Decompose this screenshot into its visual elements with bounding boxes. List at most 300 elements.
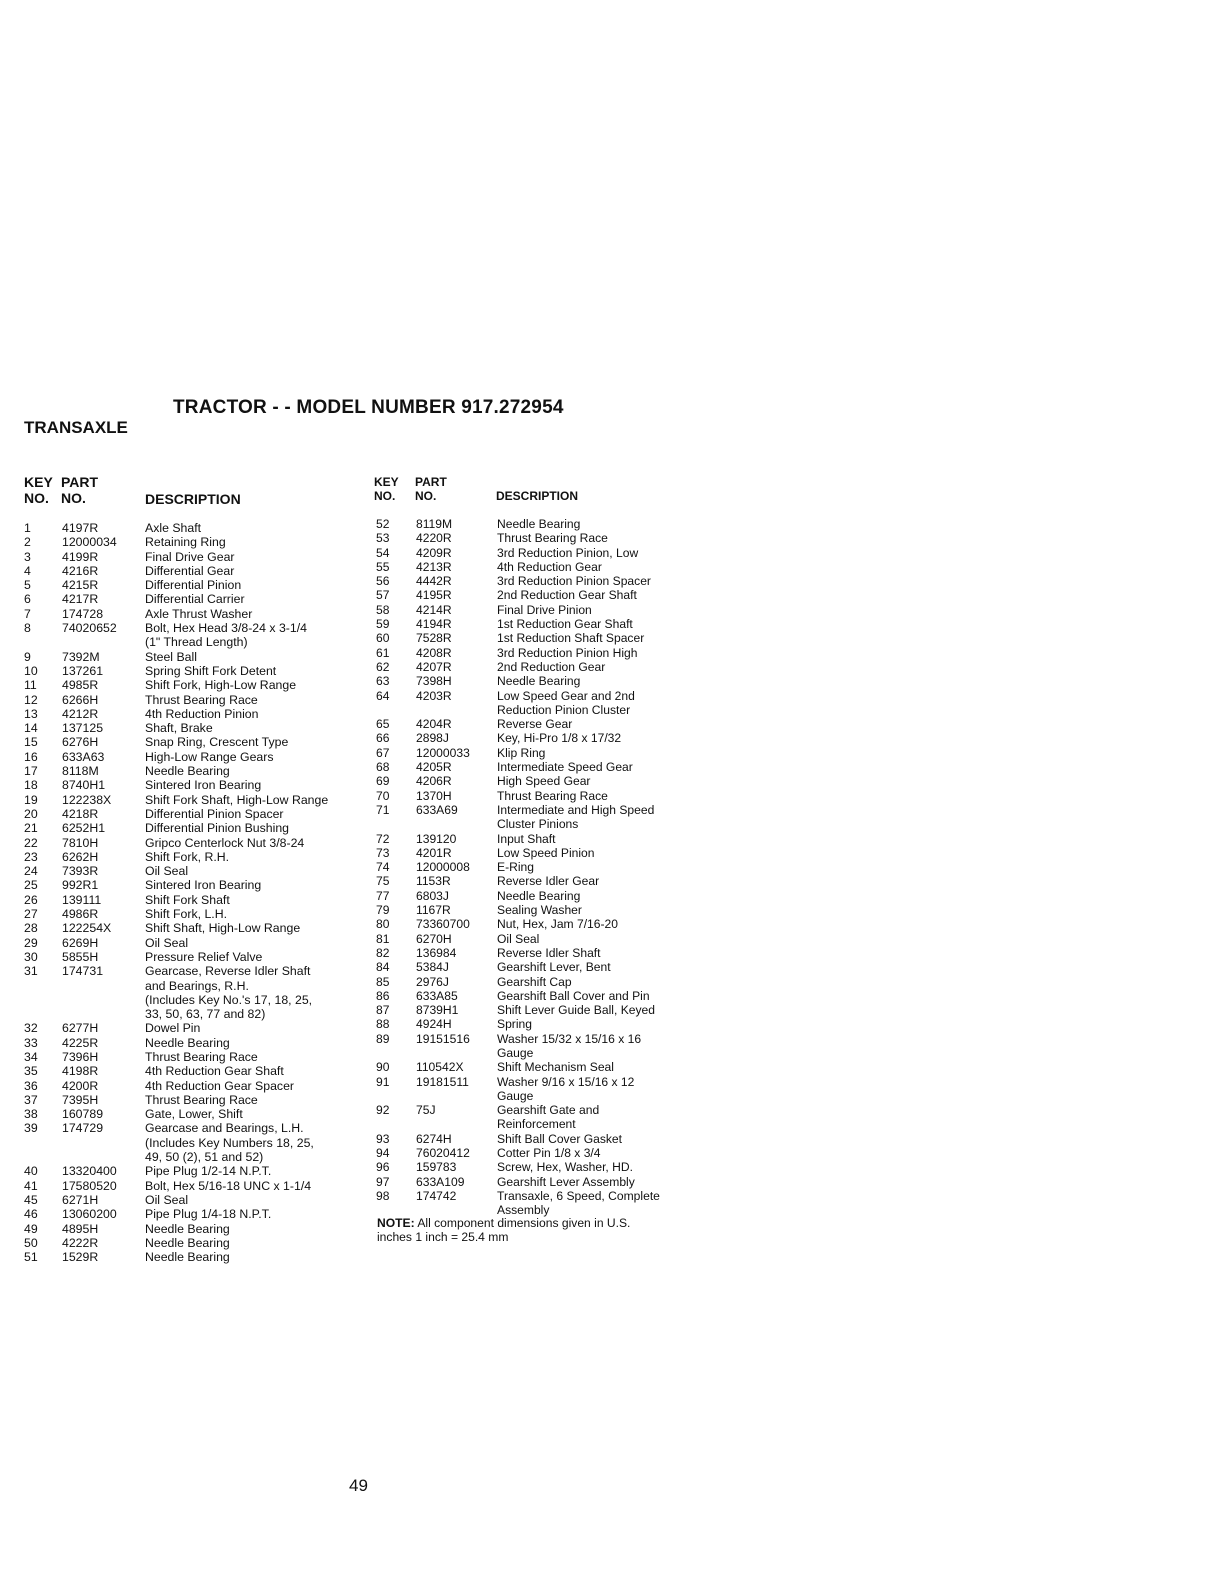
key-no-cell: 4: [24, 563, 31, 578]
key-no-cell: 18: [24, 778, 38, 793]
description-cell: (Includes Key Numbers 18, 25,: [145, 1135, 314, 1150]
part-no-cell: 4213R: [416, 559, 452, 574]
part-no-cell: 4204R: [416, 717, 452, 732]
table-row: [0, 889, 700, 903]
key-no-cell: 94: [376, 1146, 390, 1161]
key-no-cell: 12: [24, 692, 38, 707]
description-cell: Needle Bearing: [145, 1035, 230, 1050]
part-no-cell: 6266H: [62, 692, 99, 707]
description-cell: Cluster Pinions: [497, 817, 579, 832]
part-no-cell: 12000008: [416, 860, 470, 875]
description-cell: Pipe Plug 1/2-14 N.P.T.: [145, 1164, 272, 1179]
description-cell: Gearcase and Bearings, L.H.: [145, 1121, 304, 1136]
table-row: [0, 1017, 700, 1031]
key-no-cell: 20: [24, 806, 38, 821]
table-row: [0, 917, 700, 931]
key-no-cell: 57: [376, 588, 390, 603]
part-no-cell: 6269H: [62, 935, 99, 950]
description-cell: Low Speed Pinion: [497, 845, 595, 860]
part-no-cell: 4924H: [416, 1017, 452, 1032]
key-no-header-line2: NO.: [374, 489, 396, 503]
key-no-cell: 98: [376, 1188, 390, 1203]
description-cell: Gate, Lower, Shift: [145, 1107, 243, 1122]
table-row: [0, 1089, 700, 1103]
part-no-cell: 2976J: [416, 974, 449, 989]
description-cell: Gearcase, Reverse Idler Shaft: [145, 964, 311, 979]
key-no-cell: 27: [24, 907, 38, 922]
description-cell: Intermediate and High Speed: [497, 802, 655, 817]
description-cell: 4th Reduction Gear: [497, 559, 602, 574]
description-cell: Differential Pinion Bushing: [145, 821, 290, 836]
key-no-cell: 32: [24, 1021, 38, 1036]
part-no-cell: 174728: [62, 606, 104, 621]
key-no-cell: 60: [376, 631, 390, 646]
description-cell: Shift Fork, L.H.: [145, 907, 228, 922]
key-no-cell: 90: [376, 1060, 390, 1075]
table-row: [0, 1103, 700, 1117]
part-no-cell: 136984: [416, 945, 457, 960]
part-no-cell: 1167R: [416, 903, 451, 918]
table-row: [0, 1222, 360, 1236]
part-no-cell: 1153R: [416, 874, 451, 889]
table-row: [0, 803, 700, 817]
part-no-cell: 159783: [416, 1160, 457, 1175]
part-no-cell: 633A85: [416, 988, 458, 1003]
description-cell: Needle Bearing: [497, 517, 581, 531]
table-row: [0, 1175, 700, 1189]
part-no-cell: 1370H: [416, 788, 452, 803]
table-row: [0, 874, 700, 888]
description-cell: 3rd Reduction Pinion Spacer: [497, 574, 651, 589]
part-no-cell: 4222R: [62, 1235, 99, 1250]
table-row: [0, 560, 700, 574]
key-no-cell: 50: [24, 1235, 38, 1250]
description-cell: High-Low Range Gears: [145, 749, 274, 764]
key-no-cell: 85: [376, 974, 390, 989]
description-cell: Transaxle, 6 Speed, Complete: [497, 1188, 660, 1203]
description-cell: Thrust Bearing Race: [145, 1092, 258, 1107]
part-no-cell: 12000034: [62, 535, 117, 550]
key-no-cell: 65: [376, 717, 390, 732]
description-cell: Sintered Iron Bearing: [145, 778, 262, 793]
table-row: [0, 1189, 700, 1203]
table-row: [0, 946, 700, 960]
description-cell: Needle Bearing: [497, 674, 581, 689]
key-no-cell: 66: [376, 731, 390, 746]
part-no-cell: 13320400: [62, 1164, 117, 1179]
part-no-cell: 6271H: [62, 1192, 99, 1207]
description-cell: Input Shaft: [497, 831, 556, 846]
part-no-header-line2: NO.: [415, 489, 437, 503]
part-no-cell: 19181511: [416, 1074, 469, 1089]
key-no-header-line2: NO.: [24, 490, 49, 506]
description-cell: Needle Bearing: [145, 1250, 230, 1265]
description-cell: Reduction Pinion Cluster: [497, 702, 631, 717]
key-no-cell: 25: [24, 878, 38, 893]
part-no-cell: 4207R: [416, 659, 452, 674]
key-no-cell: 82: [376, 945, 390, 960]
part-no-cell: 4985R: [62, 678, 99, 693]
part-no-cell: 633A63: [62, 749, 105, 764]
table-row: [0, 1236, 360, 1250]
part-no-cell: 73360700: [416, 917, 470, 932]
key-no-cell: 52: [376, 517, 390, 531]
key-no-cell: 86: [376, 988, 390, 1003]
description-cell: E-Ring: [497, 860, 534, 875]
description-cell: Gearshift Lever Assembly: [497, 1174, 635, 1189]
part-no-cell: 7395H: [62, 1092, 99, 1107]
part-no-cell: 75J: [416, 1103, 436, 1118]
part-no-cell: 6803J: [416, 888, 449, 903]
description-cell: Assembly: [497, 1203, 550, 1218]
description-cell: Gearshift Gate and: [497, 1103, 600, 1118]
table-row: [0, 789, 700, 803]
part-no-cell: 122254X: [62, 921, 112, 936]
table-row: [0, 1075, 700, 1089]
key-no-cell: 5: [24, 578, 31, 593]
description-cell: Nut, Hex, Jam 7/16-20: [497, 917, 618, 932]
description-cell: Oil Seal: [145, 1192, 189, 1207]
key-no-cell: 79: [376, 903, 390, 918]
key-no-cell: 7: [24, 606, 31, 621]
key-no-cell: 63: [376, 674, 390, 689]
description-cell: Differential Carrier: [145, 592, 245, 607]
key-no-cell: 9: [24, 649, 31, 664]
key-no-cell: 36: [24, 1078, 38, 1093]
description-cell: Snap Ring, Crescent Type: [145, 735, 289, 750]
table-row: [0, 832, 700, 846]
part-no-cell: 6274H: [416, 1131, 452, 1146]
table-row: [0, 846, 700, 860]
description-cell: Shift Lever Guide Ball, Keyed: [497, 1003, 655, 1018]
description-cell: Shaft, Brake: [145, 721, 213, 736]
table-row: [0, 588, 700, 602]
key-no-cell: 51: [24, 1250, 38, 1265]
table-row: [0, 960, 700, 974]
description-cell: and Bearings, R.H.: [145, 978, 249, 993]
key-no-cell: 11: [24, 678, 37, 693]
description-cell: Axle Thrust Washer: [145, 606, 253, 621]
right-rows: [0, 517, 700, 1218]
key-no-cell: 23: [24, 849, 38, 864]
part-no-cell: 4225R: [62, 1035, 99, 1050]
key-no-cell: 81: [376, 931, 390, 946]
table-row: [0, 746, 700, 760]
key-no-cell: 46: [24, 1207, 38, 1222]
part-no-cell: 4218R: [62, 806, 99, 821]
part-no-cell: 5855H: [62, 949, 99, 964]
description-cell: Thrust Bearing Race: [497, 531, 608, 546]
description-cell: Intermediate Speed Gear: [497, 760, 633, 775]
description-cell: Spring Shift Fork Detent: [145, 663, 277, 678]
key-no-cell: 74: [376, 860, 390, 875]
description-cell: Pipe Plug 1/4-18 N.P.T.: [145, 1207, 272, 1222]
part-no-cell: 13060200: [62, 1207, 117, 1222]
part-no-cell: 4205R: [416, 760, 452, 775]
key-no-cell: 70: [376, 788, 390, 803]
part-no-cell: 7810H: [62, 835, 99, 850]
description-cell: 2nd Reduction Gear: [497, 659, 606, 674]
description-cell: Differential Pinion Spacer: [145, 806, 284, 821]
part-no-cell: 4206R: [416, 774, 452, 789]
key-no-cell: 1: [24, 521, 31, 535]
description-cell: Differential Gear: [145, 563, 235, 578]
key-no-cell: 58: [376, 602, 390, 617]
table-row: [0, 617, 700, 631]
part-no-cell: 8118M: [62, 764, 99, 779]
description-cell: Washer 15/32 x 15/16 x 16: [497, 1031, 642, 1046]
key-no-cell: 73: [376, 845, 390, 860]
description-cell: Gearshift Cap: [497, 974, 572, 989]
description-cell: Thrust Bearing Race: [145, 1049, 258, 1064]
key-no-cell: 87: [376, 1003, 390, 1018]
description-cell: 33, 50, 63, 77 and 82): [145, 1007, 266, 1022]
table-row: [0, 531, 700, 545]
part-no-cell: 8739H1: [416, 1003, 459, 1018]
description-cell: Gauge: [497, 1088, 534, 1103]
part-no-cell: 992R1: [62, 878, 99, 893]
key-no-cell: 14: [24, 721, 38, 736]
key-no-cell: 69: [376, 774, 390, 789]
part-no-cell: 4214R: [416, 602, 452, 617]
key-no-cell: 3: [24, 549, 31, 564]
key-no-cell: 59: [376, 617, 390, 632]
key-no-cell: 96: [376, 1160, 390, 1175]
key-no-cell: 13: [24, 706, 38, 721]
key-no-cell: 26: [24, 892, 38, 907]
key-no-cell: 31: [24, 964, 38, 979]
key-no-cell: 35: [24, 1064, 38, 1079]
description-cell: 3rd Reduction Pinion High: [497, 645, 638, 660]
key-no-cell: 61: [376, 645, 390, 660]
note-line1: All component dimensions given in U.S.: [417, 1216, 631, 1230]
table-row: [0, 1060, 700, 1074]
description-cell: Oil Seal: [497, 931, 540, 946]
table-row: [0, 1117, 700, 1131]
table-row: [0, 817, 700, 831]
page-title: TRACTOR - - MODEL NUMBER 917.272954: [173, 397, 564, 418]
table-row: [0, 1146, 700, 1160]
key-no-cell: 15: [24, 735, 38, 750]
part-no-cell: 8740H1: [62, 778, 106, 793]
description-cell: 4th Reduction Gear Spacer: [145, 1078, 295, 1093]
part-no-cell: 174742: [416, 1188, 457, 1203]
description-cell: Needle Bearing: [145, 764, 230, 779]
part-no-cell: 1529R: [62, 1250, 99, 1265]
key-no-cell: 30: [24, 949, 38, 964]
description-cell: Washer 9/16 x 15/16 x 12: [497, 1074, 635, 1089]
description-cell: Sealing Washer: [497, 903, 582, 918]
description-cell: Shift Shaft, High-Low Range: [145, 921, 301, 936]
part-no-cell: 74020652: [62, 621, 117, 636]
table-row: [0, 903, 700, 917]
description-cell: (Includes Key No.'s 17, 18, 25,: [145, 992, 313, 1007]
part-no-header-line1: PART: [61, 474, 99, 490]
description-cell: Key, Hi-Pro 1/8 x 17/32: [497, 731, 622, 746]
part-no-cell: 7393R: [62, 864, 99, 879]
part-no-cell: 4195R: [416, 588, 452, 603]
part-no-cell: 160789: [62, 1107, 104, 1122]
description-cell: Klip Ring: [497, 745, 546, 760]
key-no-cell: 84: [376, 960, 390, 975]
description-cell: Final Drive Pinion: [497, 602, 592, 617]
part-no-cell: 4209R: [416, 545, 452, 560]
key-no-cell: 41: [24, 1178, 38, 1193]
key-no-cell: 22: [24, 835, 38, 850]
key-no-cell: 62: [376, 659, 390, 674]
part-no-cell: 4220R: [416, 531, 452, 546]
description-cell: Dowel Pin: [145, 1021, 201, 1036]
table-row: [0, 1160, 700, 1174]
description-cell: Gearshift Lever, Bent: [497, 960, 611, 975]
table-row: [0, 646, 700, 660]
section-title: TRANSAXLE: [24, 418, 128, 437]
table-row: [0, 1046, 700, 1060]
part-no-cell: 174731: [62, 964, 104, 979]
table-row: [0, 760, 700, 774]
table-row: [0, 660, 700, 674]
description-cell: High Speed Gear: [497, 774, 591, 789]
key-no-cell: 71: [376, 802, 390, 817]
part-no-cell: 8119M: [416, 517, 453, 531]
table-row: [0, 546, 700, 560]
part-no-cell: 12000033: [416, 745, 470, 760]
part-no-cell: 633A109: [416, 1174, 465, 1189]
part-no-cell: 7398H: [416, 674, 452, 689]
part-no-cell: 633A69: [416, 802, 458, 817]
key-no-cell: 97: [376, 1174, 390, 1189]
description-header: DESCRIPTION: [145, 491, 241, 507]
table-row: [0, 932, 700, 946]
description-cell: Shift Fork Shaft: [145, 892, 230, 907]
description-cell: Shift Ball Cover Gasket: [497, 1131, 623, 1146]
key-no-cell: 29: [24, 935, 38, 950]
table-row: [0, 731, 700, 745]
description-cell: Cotter Pin 1/8 x 3/4: [497, 1146, 601, 1161]
key-no-cell: 92: [376, 1103, 390, 1118]
key-no-cell: 67: [376, 745, 390, 760]
description-cell: 2nd Reduction Gear Shaft: [497, 588, 637, 603]
description-cell: Reinforcement: [497, 1117, 576, 1132]
table-row: [0, 989, 700, 1003]
part-no-cell: 4442R: [416, 574, 452, 589]
description-cell: Shift Fork, R.H.: [145, 849, 230, 864]
part-no-header-line2: NO.: [61, 490, 86, 506]
description-cell: Thrust Bearing Race: [145, 692, 258, 707]
key-no-cell: 28: [24, 921, 38, 936]
part-no-cell: 4895H: [62, 1221, 99, 1236]
part-no-cell: 110542X: [416, 1060, 464, 1075]
note: [377, 1216, 630, 1245]
key-no-cell: 64: [376, 688, 390, 703]
table-row: [0, 717, 700, 731]
description-cell: Gauge: [497, 1045, 534, 1060]
key-no-cell: 93: [376, 1131, 390, 1146]
part-no-header-line1: PART: [415, 475, 447, 489]
part-no-cell: 137261: [62, 663, 104, 678]
description-cell: 49, 50 (2), 51 and 52): [145, 1150, 264, 1165]
part-no-cell: 139120: [416, 831, 457, 846]
description-cell: 4th Reduction Pinion: [145, 706, 259, 721]
part-no-cell: 4208R: [416, 645, 452, 660]
description-cell: Sintered Iron Bearing: [145, 878, 262, 893]
part-no-cell: 137125: [62, 721, 104, 736]
note-label: NOTE:: [377, 1216, 415, 1230]
key-no-cell: 91: [376, 1074, 390, 1089]
table-row: [0, 1032, 700, 1046]
key-no-cell: 75: [376, 874, 390, 889]
key-no-cell: 80: [376, 917, 390, 932]
description-cell: Steel Ball: [145, 649, 197, 664]
key-no-cell: 24: [24, 864, 38, 879]
description-cell: Differential Pinion: [145, 578, 242, 593]
table-row: [0, 574, 700, 588]
key-no-cell: 34: [24, 1049, 38, 1064]
part-no-cell: 2898J: [416, 731, 449, 746]
key-no-cell: 55: [376, 559, 390, 574]
part-no-cell: 4215R: [62, 578, 99, 593]
part-no-cell: 4200R: [62, 1078, 99, 1093]
table-row: [0, 603, 700, 617]
key-no-cell: 37: [24, 1092, 38, 1107]
description-cell: Spring: [497, 1017, 532, 1032]
part-no-cell: 6252H1: [62, 821, 106, 836]
key-no-cell: 89: [376, 1031, 390, 1046]
table-row: [0, 860, 700, 874]
description-cell: Retaining Ring: [145, 535, 226, 550]
note-line2: inches 1 inch = 25.4 mm: [377, 1230, 509, 1245]
description-cell: Reverse Gear: [497, 717, 573, 732]
part-no-cell: 4198R: [62, 1064, 99, 1079]
part-no-cell: 4212R: [62, 706, 99, 721]
table-row: [0, 517, 700, 531]
table-row: [0, 689, 700, 703]
part-no-cell: 4194R: [416, 617, 452, 632]
description-header: DESCRIPTION: [496, 489, 579, 503]
part-no-cell: 139111: [62, 892, 102, 907]
table-row: [0, 703, 700, 717]
key-no-cell: 8: [24, 621, 31, 636]
description-cell: Screw, Hex, Washer, HD.: [497, 1160, 633, 1175]
table-row: [0, 975, 700, 989]
description-cell: Shift Mechanism Seal: [497, 1060, 614, 1075]
part-no-cell: 4986R: [62, 907, 99, 922]
table-row: [0, 631, 700, 645]
description-cell: 4th Reduction Gear Shaft: [145, 1064, 284, 1079]
description-cell: Bolt, Hex Head 3/8-24 x 3-1/4: [145, 621, 307, 636]
description-cell: Shift Fork, High-Low Range: [145, 678, 297, 693]
description-cell: Needle Bearing: [145, 1235, 230, 1250]
part-no-cell: 6276H: [62, 735, 99, 750]
key-no-cell: 88: [376, 1017, 390, 1032]
key-no-cell: 40: [24, 1164, 38, 1179]
key-no-cell: 49: [24, 1221, 38, 1236]
key-no-cell: 38: [24, 1107, 38, 1122]
key-no-cell: 33: [24, 1035, 38, 1050]
part-no-cell: 19151516: [416, 1031, 470, 1046]
key-no-cell: 72: [376, 831, 390, 846]
description-cell: Needle Bearing: [497, 888, 581, 903]
table-row: [0, 1250, 360, 1264]
part-no-cell: 4217R: [62, 592, 99, 607]
part-no-cell: 4199R: [62, 549, 99, 564]
description-cell: Needle Bearing: [145, 1221, 230, 1236]
description-cell: Final Drive Gear: [145, 549, 235, 564]
description-cell: Thrust Bearing Race: [497, 788, 608, 803]
key-no-cell: 10: [24, 663, 38, 678]
key-no-cell: 68: [376, 760, 390, 775]
key-no-cell: 39: [24, 1121, 38, 1136]
